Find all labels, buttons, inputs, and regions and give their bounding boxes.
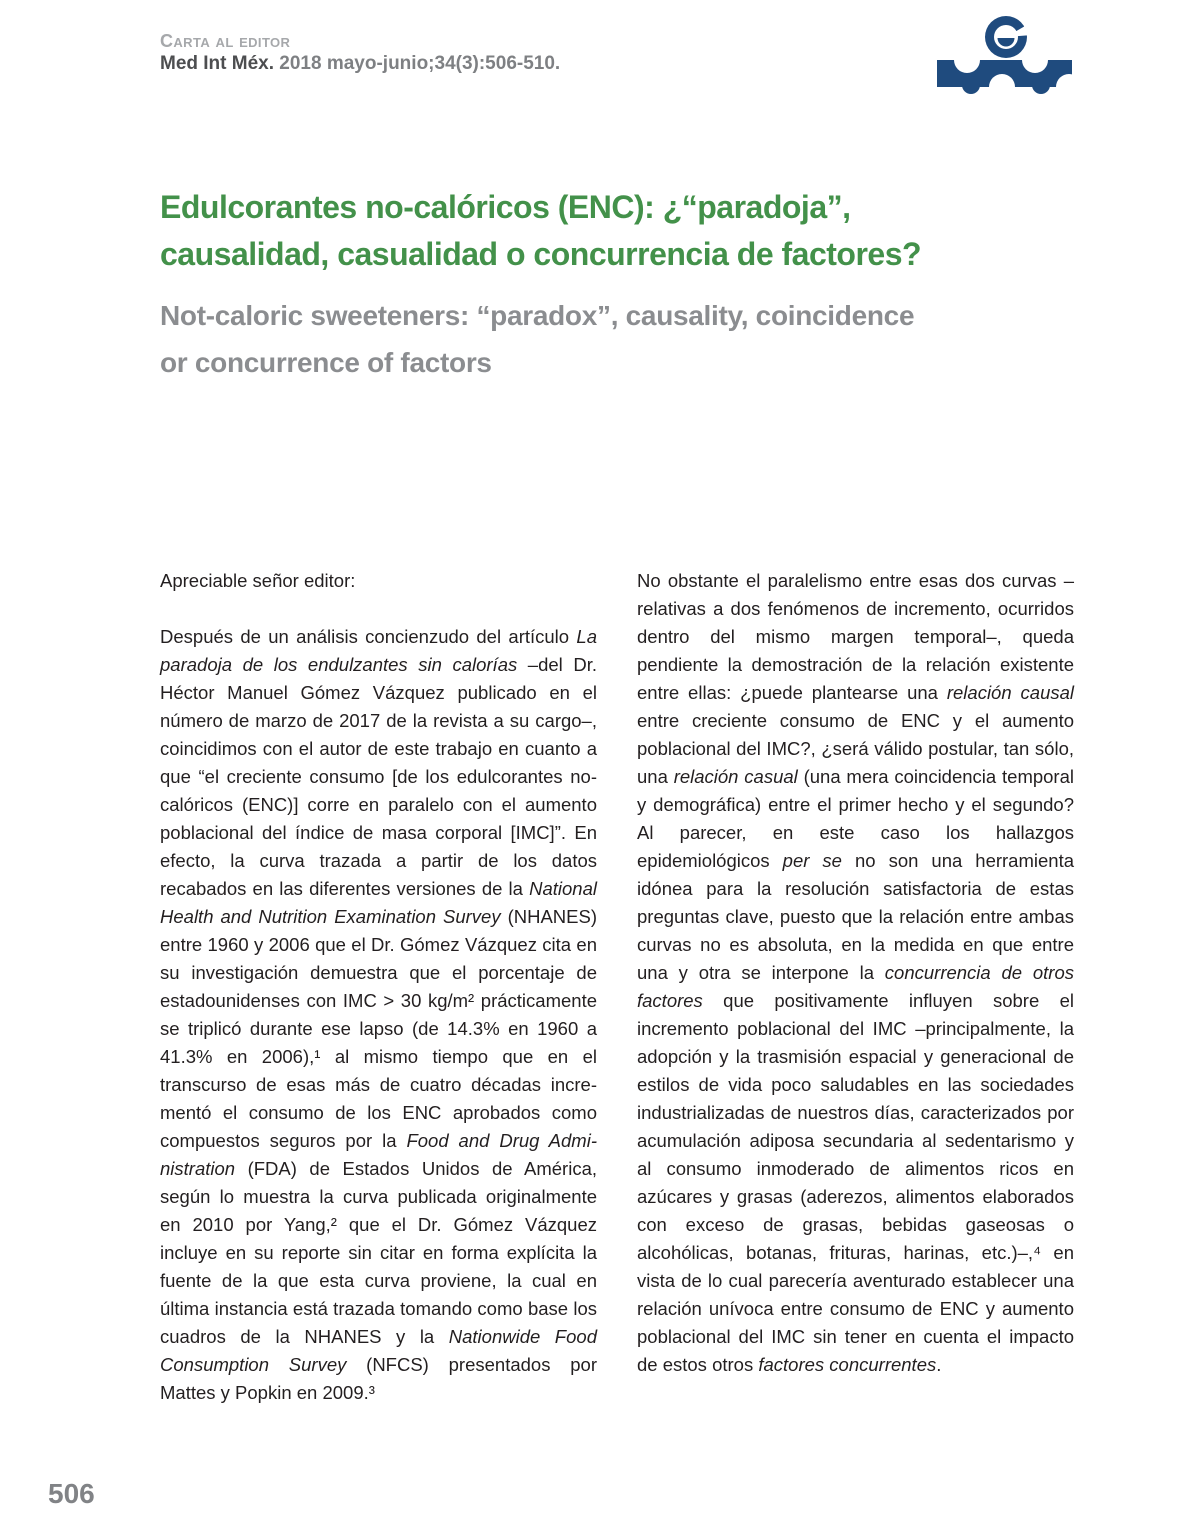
right-column: [637, 567, 1074, 1407]
left-column-paragraph: Después de un análisis concienzudo del artículo La paradoja de los endulzantes sin calorías –del Dr. Héctor Manuel Gómez Vázquez publicado en el número de marzo de 2017 de la revista a su cargo–, coincidimos con el autor de este trabajo en cuanto a que “el creciente consumo [de los edulcorantes no-calóricos (ENC)] corre en paralelo con el aumento poblacional del índice de masa corporal [IMC]”. En efecto, la curva trazada a partir de los datos recabados en las diferentes versiones de la National Health and Nutrition Examination Survey (NHANES) entre 1960 y 2006 que el Dr. Gómez Vázquez cita en su investigación demuestra que el porcentaje de estadounidenses con IMC > 30 kg/m² prácticamente se triplicó durante ese lapso (de 14.3% en 1960 a 41.3% en 2006),¹ al mismo tiempo que en el transcurso de esas más de cuatro décadas incrementó el consumo de los ENC aprobados como compuestos seguros por la Food and Drug Administration (FDA) de Estados Unidos de América, según lo muestra la curva publicada originalmente en 2010 por Yang,² que el Dr. Gómez Vázquez incluye en su reporte sin citar en forma explícita la fuente de la que esta curva proviene, la cual en última instancia está trazada tomando como base los cuadros de la NHANES y la Nationwide Food Consumption Survey (NFCS) presentados por Mattes y Popkin en 2009.³: [160, 626, 598, 1403]
article-title-english-line1: Not-caloric sweeteners: “paradox”, causality, coincidence: [160, 300, 915, 331]
citation-details: 2018 mayo-junio;34(3):506-510.: [274, 53, 561, 74]
right-column-paragraph: No obstante el paralelismo entre esas dos curvas –relativas a dos fenómenos de incremento, ocurridos dentro del mismo margen temporal–, queda pendiente la demostración de la relación existente entre ellas: ¿puede plantearse una relación causal entre creciente consumo de ENC y el aumento poblacional del IMC?, ¿será válido postular, tan sólo, una relación casual (una mera coincidencia temporal y demográfica) entre el primer hecho y el segundo? Al parecer, en este caso los hallazgos epidemiológicos per se no son una herramienta idónea para la resolución satisfactoria de estas preguntas clave, puesto que la relación entre ambas curvas no es absoluta, en la medida en que entre una y otra se interpone la concurrencia de otros factores que positivamente influyen sobre el incremento poblacional del IMC –principalmente, la adopción y la trasmisión espacial y generacional de estilos de vida poco saludables en las sociedades industrializadas de nuestros días, caracterizados por acumulación adiposa secundaria al sedentarismo y al consumo inmoderado de alimentos ricos en azúcares y grasas (aderezos, alimentos elaborados con exceso de grasas, bebidas gaseosas o alcohólicas, botanas, frituras, harinas, etc.)–,⁴ en vista de lo cual parecería aventurado establecer una relación unívoca entre consumo de ENC y aumento poblacional del IMC sin tener en cuenta el impacto de estos otros factores concurrentes.: [637, 570, 1075, 1375]
page-number: 506: [48, 1478, 95, 1509]
journal-citation: [160, 52, 560, 76]
article-body: [160, 567, 1074, 1407]
header-text-block: [160, 30, 560, 76]
article-title-spanish-line2: causalidad, casualidad o concurrencia de factores?: [160, 236, 922, 272]
article-title-english: [160, 292, 914, 386]
journal-logo-icon: [937, 10, 1072, 100]
article-title-spanish: [160, 184, 921, 278]
article-title-spanish-line1: Edulcorantes no-calóricos (ENC): ¿“paradoja”,: [160, 189, 851, 225]
left-column: [160, 567, 597, 1407]
journal-name: Med Int Méx.: [160, 53, 275, 74]
section-label: Carta al editor: [160, 31, 291, 51]
article-title-english-line2: or concurrence of factors: [160, 347, 492, 378]
salutation: Apreciable señor editor:: [160, 570, 356, 591]
